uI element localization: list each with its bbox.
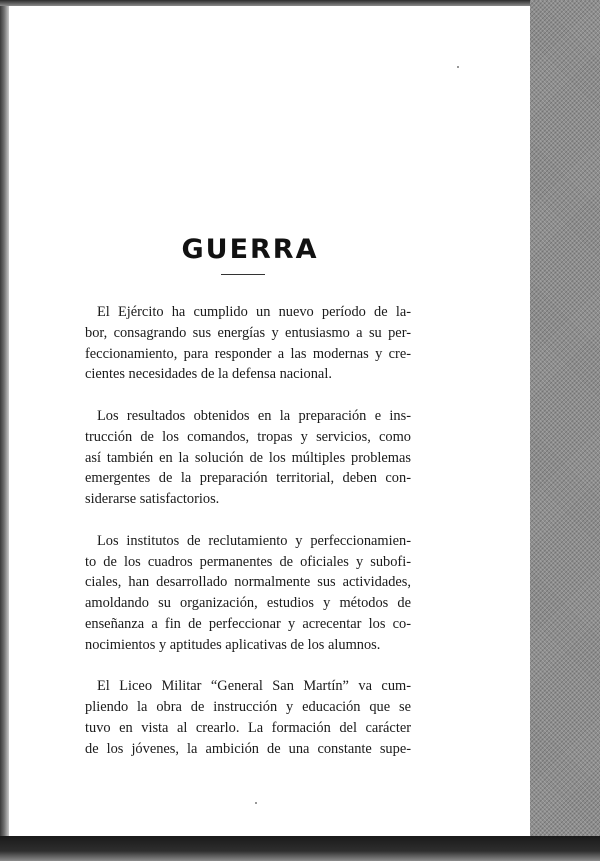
text-line: cientes necesidades de la defensa nacional.: [85, 366, 332, 383]
scan-edge-bottom: [0, 836, 600, 861]
paragraph-3: [85, 531, 411, 656]
paragraph-2: [85, 406, 411, 510]
text-line: bor, consagrando sus energías y entusiasmo a su per-: [85, 324, 411, 341]
text-line: amoldando su organización, estudios y métodos de: [85, 595, 411, 612]
text-line: El Ejército ha cumplido un nuevo período de la-: [97, 304, 411, 320]
text-line: nocimientos y aptitudes aplicativas de los alumnos.: [85, 636, 381, 653]
text-line: Los resultados obtenidos en la preparación e ins-: [97, 407, 411, 424]
text-line: de los jóvenes, la ambición de una constante supe-: [85, 740, 411, 757]
text-line: feccionamiento, para responder a las modernas y cre-: [85, 345, 411, 362]
paragraph-4: [85, 676, 411, 759]
text-line: Los institutos de reclutamiento y perfeccionamien-: [97, 532, 411, 549]
document-page: [9, 6, 530, 836]
text-line: ciales, han desarrollado normalmente sus actividades,: [85, 574, 411, 591]
text-line: to de los cuadros permanentes de oficiales y subofi-: [85, 553, 411, 570]
scan-speck: [255, 802, 257, 804]
scan-speck: [457, 66, 459, 68]
body-text: [85, 302, 411, 780]
page-title: GUERRA: [181, 234, 319, 265]
scan-edge-left: [0, 0, 9, 861]
scan-edge-right: [530, 0, 600, 861]
text-line: así también en la solución de los múltiples problemas: [85, 449, 411, 466]
text-line: siderarse satisfactorios.: [85, 491, 220, 508]
text-line: enseñanza a fin de perfeccionar y acrecentar los co-: [85, 615, 411, 632]
text-line: trucción de los comandos, tropas y servicios, como: [85, 428, 411, 445]
paragraph-1: [85, 302, 411, 385]
title-underline: [221, 274, 265, 275]
text-line: El Liceo Militar “General San Martín” va cum-: [97, 678, 411, 695]
text-line: emergentes de la preparación territorial, deben con-: [85, 470, 411, 487]
text-line: pliendo la obra de instrucción y educación que se: [85, 699, 411, 716]
text-line: tuvo en vista al crearlo. La formación del carácter: [85, 719, 411, 736]
